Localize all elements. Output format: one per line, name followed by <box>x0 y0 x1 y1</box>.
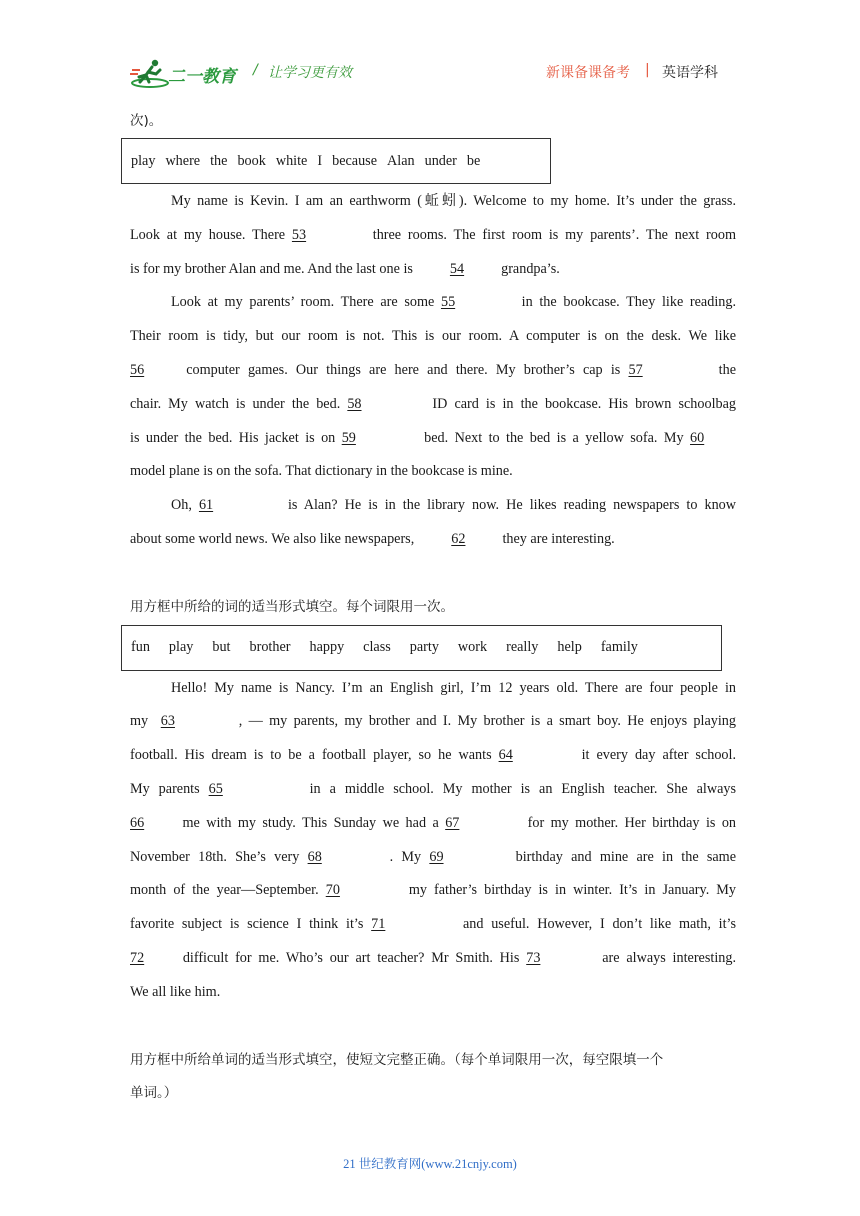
slogan: 让学习更有效 <box>268 65 352 81</box>
footer: 21 世纪教育网(www.21cnjy.com) <box>343 1157 517 1171</box>
word-box-item: where <box>165 152 201 169</box>
passage-line: Look at my house. There 53 three rooms. The first room is my parents’. The next room <box>130 219 736 253</box>
blank-55: 55 <box>440 294 456 311</box>
blank-59: 59 <box>341 429 356 446</box>
word-box-item: help <box>557 639 582 656</box>
blank-71: 71 <box>371 916 386 933</box>
blank-58: 58 <box>347 395 362 412</box>
blank-54: 54 <box>449 260 465 277</box>
passage-line: 66 me with my study. This Sunday we had a 67 for my mother. Her birthday is on <box>130 807 736 841</box>
word-box-item: party <box>409 639 439 656</box>
passage-line: 72 difficult for me. Who’s our art teacher? Mr Smith. His 73 are always interesting. <box>130 942 736 976</box>
word-box-item: play <box>131 152 156 169</box>
blank-70: 70 <box>325 882 340 899</box>
word-box-item: family <box>600 639 638 656</box>
blank-56: 56 <box>130 361 145 378</box>
passage-line: football. His dream is to be a football player, so he wants 64 it every day after school. <box>130 739 736 773</box>
blank-68: 68 <box>307 848 322 865</box>
passage-1 <box>130 185 736 557</box>
blank-57: 57 <box>628 361 643 378</box>
section1-instruction-tail: 次)。 <box>130 113 163 129</box>
word-box-item: be <box>466 152 481 169</box>
passage-2 <box>130 672 736 1010</box>
word-box-item: play <box>168 639 194 656</box>
runner-logo-icon <box>130 58 170 90</box>
passage-line: my 63 , — my parents, my brother and I. My brother is a smart boy. He enjoys playing <box>130 705 736 739</box>
passage-line: Their room is tidy, but our room is not. This is our room. A computer is on the desk. We like <box>130 328 736 345</box>
slogan-slash: / <box>253 62 258 78</box>
word-box-item: but <box>212 639 231 656</box>
blank-73: 73 <box>526 949 541 966</box>
word-box-item: I <box>317 152 323 169</box>
blank-72: 72 <box>130 949 145 966</box>
word-box-item: work <box>457 639 488 656</box>
passage-line: month of the year—September. 70 my father’s birthday is in winter. It’s in January. My <box>130 874 736 908</box>
word-box-2 <box>121 625 722 671</box>
word-box-item: under <box>424 152 457 169</box>
blank-65: 65 <box>208 780 223 797</box>
word-box-item: class <box>363 639 391 656</box>
passage-line: is for my brother Alan and me. And the last one is 54 grandpa’s. <box>130 253 736 287</box>
passage-line: chair. My watch is under the bed. 58 ID card is in the bookcase. His brown schoolbag <box>130 388 736 422</box>
word-box-item: book <box>237 152 266 169</box>
blank-67: 67 <box>445 814 460 831</box>
passage-line: favorite subject is science I think it’s 71 and useful. However, I don’t like math, it’s <box>130 908 736 942</box>
word-box-item: really <box>506 639 539 656</box>
word-box-item: Alan <box>387 152 415 169</box>
blank-63: 63 <box>160 713 175 730</box>
word-box-item: because <box>332 152 377 169</box>
blank-62: 62 <box>451 530 466 547</box>
blank-61: 61 <box>198 497 214 514</box>
passage-line: is under the bed. His jacket is on 59 bed. Next to the bed is a yellow sofa. My 60 <box>130 422 736 456</box>
passage-line: Hello! My name is Nancy. I’m an English girl, I’m 12 years old. There are four people in <box>171 679 736 696</box>
logo <box>130 58 240 92</box>
passage-line: Look at my parents’ room. There are some 55 in the bookcase. They like reading. <box>130 286 736 320</box>
header-separator: | <box>645 62 650 78</box>
section2-instruction: 用方框中所给的词的适当形式填空。每个词限用一次。 <box>130 598 454 615</box>
word-box-item: white <box>275 152 308 169</box>
blank-66: 66 <box>130 814 145 831</box>
passage-line: model plane is on the sofa. That dictionary in the bookcase is mine. <box>130 463 513 480</box>
document-body <box>130 104 736 1111</box>
section3-instruction-line2: 单词。） <box>130 1085 178 1102</box>
word-box-item: fun <box>131 639 150 656</box>
passage-line: Oh, 61 is Alan? He is in the library now. He likes reading newspapers to know <box>130 489 736 523</box>
passage-line: My parents 65 in a middle school. My mother is an English teacher. She always <box>130 773 736 807</box>
word-box-item: the <box>210 152 228 169</box>
page-header <box>0 0 860 100</box>
passage-line: 56 computer games. Our things are here and there. My brother’s cap is 57 the <box>130 354 736 388</box>
section3-instruction-line1: 用方框中所给单词的适当形式填空，使短文完整正确。（每个单词限用一次，每空限填一个 <box>130 1051 664 1068</box>
header-subject: 英语学科 <box>662 65 718 81</box>
passage-line: My name is Kevin. I am an earthworm (蚯蚓). Welcome to my home. It’s under the grass. <box>171 193 736 209</box>
blank-64: 64 <box>498 747 513 764</box>
logo-text: 二一教育 <box>168 67 236 87</box>
word-box-item: brother <box>249 639 291 656</box>
word-box-item: happy <box>309 639 345 656</box>
passage-line: We all like him. <box>130 983 221 1000</box>
passage-line: about some world news. We also like newspapers, 62 they are interesting. <box>130 523 736 557</box>
word-box-1 <box>121 138 551 184</box>
blank-69: 69 <box>429 848 444 865</box>
blank-53: 53 <box>291 226 307 243</box>
header-right-label: 新课备课备考 <box>546 65 630 81</box>
passage-line: November 18th. She’s very 68 . My 69 birthday and mine are in the same <box>130 841 736 875</box>
blank-60: 60 <box>690 429 705 446</box>
